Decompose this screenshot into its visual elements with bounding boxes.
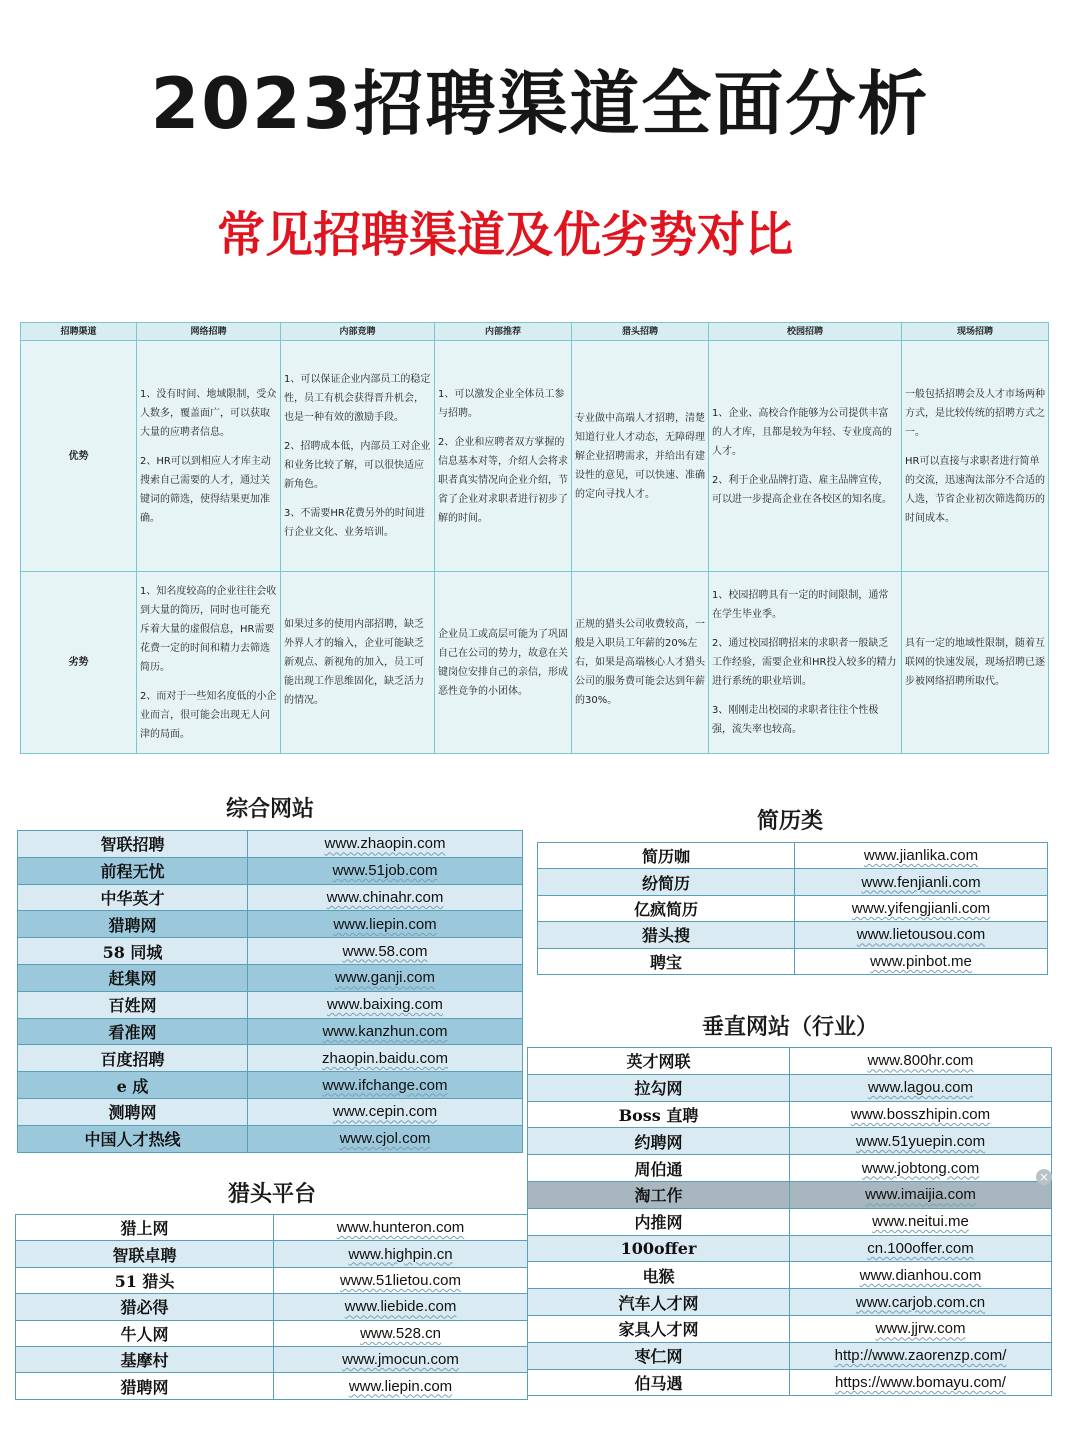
comparison-header-cell: 网络招聘 <box>137 323 281 341</box>
site-row <box>16 1267 528 1293</box>
site-name: e 成 <box>18 1072 248 1099</box>
site-url-link[interactable]: www.cjol.com <box>248 1125 523 1152</box>
site-name: 看准网 <box>18 1018 248 1045</box>
site-name: 内推网 <box>528 1208 790 1235</box>
section-title-vertical: 垂直网站（行业） <box>701 1015 878 1040</box>
site-name: 前程无忧 <box>18 857 248 884</box>
comparison-cell-text: 2、通过校园招聘招来的求职者一般缺乏工作经验，需要企业和HR投入较多的精力进行系统的职业培训。 <box>712 638 897 687</box>
site-row <box>18 1098 523 1125</box>
site-url-link[interactable]: www.jianlika.com <box>795 843 1048 869</box>
site-name: 智联卓聘 <box>16 1241 274 1267</box>
site-name: 猎聘网 <box>16 1373 274 1399</box>
site-url-link[interactable]: www.zhaopin.com <box>248 831 523 858</box>
site-url-link[interactable]: www.yifengjianli.com <box>795 895 1048 921</box>
site-row <box>528 1315 1052 1342</box>
site-row <box>16 1241 528 1267</box>
site-row <box>528 1181 1052 1208</box>
site-name: 赶集网 <box>18 964 248 991</box>
section-title-headhunter: 猎头平台 <box>227 1182 316 1207</box>
comparison-header-cell: 内部推荐 <box>435 323 572 341</box>
site-name: 51 猎头 <box>16 1267 274 1293</box>
comparison-header-cell: 校园招聘 <box>709 323 902 341</box>
site-name: 聘宝 <box>538 948 795 974</box>
site-name: 拉勾网 <box>528 1074 790 1101</box>
site-url-link[interactable]: www.fenjianli.com <box>795 869 1048 895</box>
site-name: 测聘网 <box>18 1098 248 1125</box>
site-name: 100offer <box>528 1235 790 1262</box>
site-row <box>16 1294 528 1320</box>
site-name: 周伯通 <box>528 1155 790 1182</box>
site-row <box>16 1215 528 1241</box>
site-row <box>528 1048 1052 1075</box>
comparison-cell-text: 企业员工或高层可能为了巩固自己在公司的势力，故意在关键岗位安排自己的亲信，形成恶性竞争的小团体。 <box>438 628 568 697</box>
site-name: 猎头搜 <box>538 922 795 948</box>
site-url-link[interactable]: www.bosszhipin.com <box>790 1101 1052 1128</box>
site-url-link[interactable]: www.highpin.cn <box>274 1241 528 1267</box>
comparison-cell <box>137 341 281 572</box>
site-url-link[interactable]: www.jmocun.com <box>274 1346 528 1372</box>
comparison-cell-text: 2、HR可以到相应人才库主动搜索自己需要的人才，通过关键词的筛选，使得结果更加准确。 <box>140 455 271 524</box>
comparison-cell-text: 2、企业和应聘者双方掌握的信息基本对等，介绍人会将求职者真实情况向企业介绍，节省了企业对求职者进行初步了解的时间。 <box>438 436 568 524</box>
site-name: 伯马遇 <box>528 1369 790 1396</box>
site-url-link[interactable]: www.pinbot.me <box>795 948 1048 974</box>
site-name: 百姓网 <box>18 991 248 1018</box>
site-url-link[interactable]: http://www.zaorenzp.com/ <box>790 1342 1052 1369</box>
site-name: Boss 直聘 <box>528 1101 790 1128</box>
site-row <box>538 895 1048 921</box>
comparison-cell-text: 1、企业、高校合作能够为公司提供丰富的人才库，且都是较为年轻、专业度高的人才。 <box>712 407 892 457</box>
site-name: 中华英才 <box>18 884 248 911</box>
site-row <box>528 1289 1052 1316</box>
site-url-link[interactable]: www.800hr.com <box>790 1048 1052 1075</box>
site-name: 58 同城 <box>18 938 248 965</box>
comparison-cell-text: 1、没有时间、地域限制，受众人数多，覆盖面广，可以获取大量的应聘者信息。 <box>140 388 277 438</box>
comparison-cell-text: 2、而对于一些知名度低的小企业而言，很可能会出现无人问津的局面。 <box>140 690 277 740</box>
site-row <box>538 922 1048 948</box>
comparison-cell-text: 3、不需要HR花费另外的时间进行企业文化、业务培训。 <box>284 508 425 538</box>
site-url-link[interactable]: www.dianhou.com <box>790 1262 1052 1289</box>
comparison-cell <box>137 572 281 754</box>
site-url-link[interactable]: www.jobtong.com <box>790 1155 1052 1182</box>
comparison-cell <box>709 572 902 754</box>
comparison-cell-text: 专业做中高端人才招聘，清楚知道行业人才动态，无障碍理解企业招聘需求，并给出有建设性的意见，可以快速、准确的定向寻找人才。 <box>575 412 705 500</box>
site-url-link[interactable]: www.jjrw.com <box>790 1315 1052 1342</box>
site-row <box>18 1045 523 1072</box>
comparison-cell-text: 1、知名度较高的企业往往会收到大量的简历，同时也可能充斥着大量的虚假信息，HR需要花费一定的时间和精力去筛选简历。 <box>140 585 277 673</box>
comparison-cell-text: 1、校园招聘具有一定的时间限制，通常在学生毕业季。 <box>712 590 889 620</box>
comparison-cell-text: 一般包括招聘会及人才市场两种方式，是比较传统的招聘方式之一。 <box>905 388 1045 438</box>
site-url-link[interactable]: www.imaijia.com <box>790 1181 1052 1208</box>
site-row <box>16 1346 528 1372</box>
site-row <box>18 938 523 965</box>
comparison-header-cell: 现场招聘 <box>902 323 1049 341</box>
page-subtitle: 常见招聘渠道及优劣势对比 <box>216 207 793 263</box>
site-name: 牛人网 <box>16 1320 274 1346</box>
comparison-cell-text: 2、招聘成本低，内部员工对企业和业务比较了解，可以很快适应新角色。 <box>284 441 431 490</box>
site-row <box>528 1262 1052 1289</box>
comparison-row <box>21 572 1049 754</box>
site-row <box>18 831 523 858</box>
comparison-table <box>20 322 1049 754</box>
comparison-header-cell: 招聘渠道 <box>21 323 137 341</box>
comparison-cell <box>572 341 709 572</box>
site-url-link[interactable]: cn.100offer.com <box>790 1235 1052 1262</box>
site-url-link[interactable]: www.51lietou.com <box>274 1267 528 1293</box>
site-row <box>528 1101 1052 1128</box>
site-url-link[interactable]: www.neitui.me <box>790 1208 1052 1235</box>
site-row <box>18 911 523 938</box>
comparison-cell-text: 1、可以保证企业内部员工的稳定性，员工有机会获得晋升机会，也是一种有效的激励手段。 <box>284 374 431 423</box>
vertical-sites-table <box>527 1047 1052 1396</box>
site-url-link[interactable]: www.liebide.com <box>274 1294 528 1320</box>
site-name: 英才网联 <box>528 1048 790 1075</box>
site-url-link[interactable]: www.carjob.com.cn <box>790 1289 1052 1316</box>
site-name: 电猴 <box>528 1262 790 1289</box>
section-title-resume: 简历类 <box>756 809 823 834</box>
site-url-link[interactable]: www.hunteron.com <box>274 1215 528 1241</box>
headhunter-sites-table <box>15 1214 528 1400</box>
comparison-cell-text: 1、可以激发企业全体员工参与招聘。 <box>438 388 565 419</box>
comparison-cell-text: HR可以直接与求职者进行简单的交流，迅速淘汰部分不合适的人选，节省企业初次筛选简历的时间成本。 <box>905 455 1045 524</box>
site-row <box>528 1369 1052 1396</box>
comparison-header-cell: 猎头招聘 <box>572 323 709 341</box>
site-url-link[interactable]: www.lagou.com <box>790 1074 1052 1101</box>
site-row <box>16 1320 528 1346</box>
section-title-comprehensive: 综合网站 <box>225 797 314 822</box>
resume-sites-table <box>537 842 1048 975</box>
comparison-cell <box>281 572 435 754</box>
site-url-link[interactable]: www.ifchange.com <box>248 1072 523 1099</box>
comparison-cell-text: 具有一定的地域性限制，随着互联网的快速发展，现场招聘已逐步被网络招聘所取代。 <box>905 638 1045 687</box>
site-url-link[interactable]: www.baixing.com <box>248 991 523 1018</box>
comparison-cell <box>435 341 572 572</box>
comparison-cell <box>902 572 1049 754</box>
site-row <box>18 964 523 991</box>
comparison-cell-text: 正规的猎头公司收费较高，一般是入职员工年薪的20%左右，如果是高端核心人才猎头公司的服务费可能会达到年薪的30%。 <box>575 619 705 706</box>
site-name: 智联招聘 <box>18 831 248 858</box>
page-title: 2023招聘渠道全面分析 <box>150 63 930 145</box>
site-row <box>18 857 523 884</box>
site-name: 淘工作 <box>528 1181 790 1208</box>
site-url-link[interactable]: www.liepin.com <box>274 1373 528 1399</box>
comparison-row <box>21 341 1049 572</box>
site-name: 家具人才网 <box>528 1315 790 1342</box>
site-url-link[interactable]: www.58.com <box>248 938 523 965</box>
site-url-link[interactable]: www.528.cn <box>274 1320 528 1346</box>
site-row <box>18 884 523 911</box>
site-name: 基摩村 <box>16 1346 274 1372</box>
site-url-link[interactable]: www.lietousou.com <box>795 922 1048 948</box>
site-row <box>18 991 523 1018</box>
site-row <box>16 1373 528 1399</box>
site-url-link[interactable]: www.51job.com <box>248 857 523 884</box>
site-row <box>538 869 1048 895</box>
site-name: 约聘网 <box>528 1128 790 1155</box>
site-name: 猎必得 <box>16 1294 274 1320</box>
site-row <box>538 948 1048 974</box>
site-row <box>528 1342 1052 1369</box>
comprehensive-sites-table <box>17 830 523 1153</box>
site-name: 亿疯简历 <box>538 895 795 921</box>
site-row <box>528 1155 1052 1182</box>
comparison-cell <box>709 341 902 572</box>
site-row <box>538 843 1048 869</box>
site-row <box>18 1018 523 1045</box>
site-name: 枣仁网 <box>528 1342 790 1369</box>
comparison-cell <box>572 572 709 754</box>
site-url-link[interactable]: www.kanzhun.com <box>248 1018 523 1045</box>
comparison-cell <box>281 341 435 572</box>
site-name: 纷简历 <box>538 869 795 895</box>
comparison-cell-text: 3、刚刚走出校园的求职者往往个性极强，流失率也较高。 <box>712 705 879 735</box>
site-url-link[interactable]: www.chinahr.com <box>248 884 523 911</box>
site-row <box>18 1072 523 1099</box>
site-url-link[interactable]: www.liepin.com <box>248 911 523 938</box>
site-row <box>528 1128 1052 1155</box>
site-name: 汽车人才网 <box>528 1289 790 1316</box>
comparison-cell-text: 如果过多的使用内部招聘，缺乏外界人才的输入，企业可能缺乏新观点、新视角的加入，员工可能出现工作思维固化，缺乏活力的情况。 <box>284 619 424 706</box>
site-name: 百度招聘 <box>18 1045 248 1072</box>
site-name: 简历咖 <box>538 843 795 869</box>
site-row <box>528 1208 1052 1235</box>
comparison-cell <box>435 572 572 754</box>
comparison-cell-text: 2、利于企业品牌打造、雇主品牌宣传，可以进一步提高企业在各校区的知名度。 <box>712 474 892 505</box>
site-url-link[interactable]: zhaopin.baidu.com <box>248 1045 523 1072</box>
site-name: 中国人才热线 <box>18 1125 248 1152</box>
comparison-row-label: 优势 <box>21 341 137 572</box>
site-row <box>18 1125 523 1152</box>
site-name: 猎聘网 <box>18 911 248 938</box>
site-name: 猎上网 <box>16 1215 274 1241</box>
comparison-header-cell: 内部竞聘 <box>281 323 435 341</box>
close-icon[interactable]: × <box>1036 1169 1052 1185</box>
site-url-link[interactable]: www.ganji.com <box>248 964 523 991</box>
comparison-row-label: 劣势 <box>21 572 137 754</box>
comparison-cell <box>902 341 1049 572</box>
site-url-link[interactable]: https://www.bomayu.com/ <box>790 1369 1052 1396</box>
site-row <box>528 1235 1052 1262</box>
site-url-link[interactable]: www.51yuepin.com <box>790 1128 1052 1155</box>
site-row <box>528 1074 1052 1101</box>
site-url-link[interactable]: www.cepin.com <box>248 1098 523 1125</box>
